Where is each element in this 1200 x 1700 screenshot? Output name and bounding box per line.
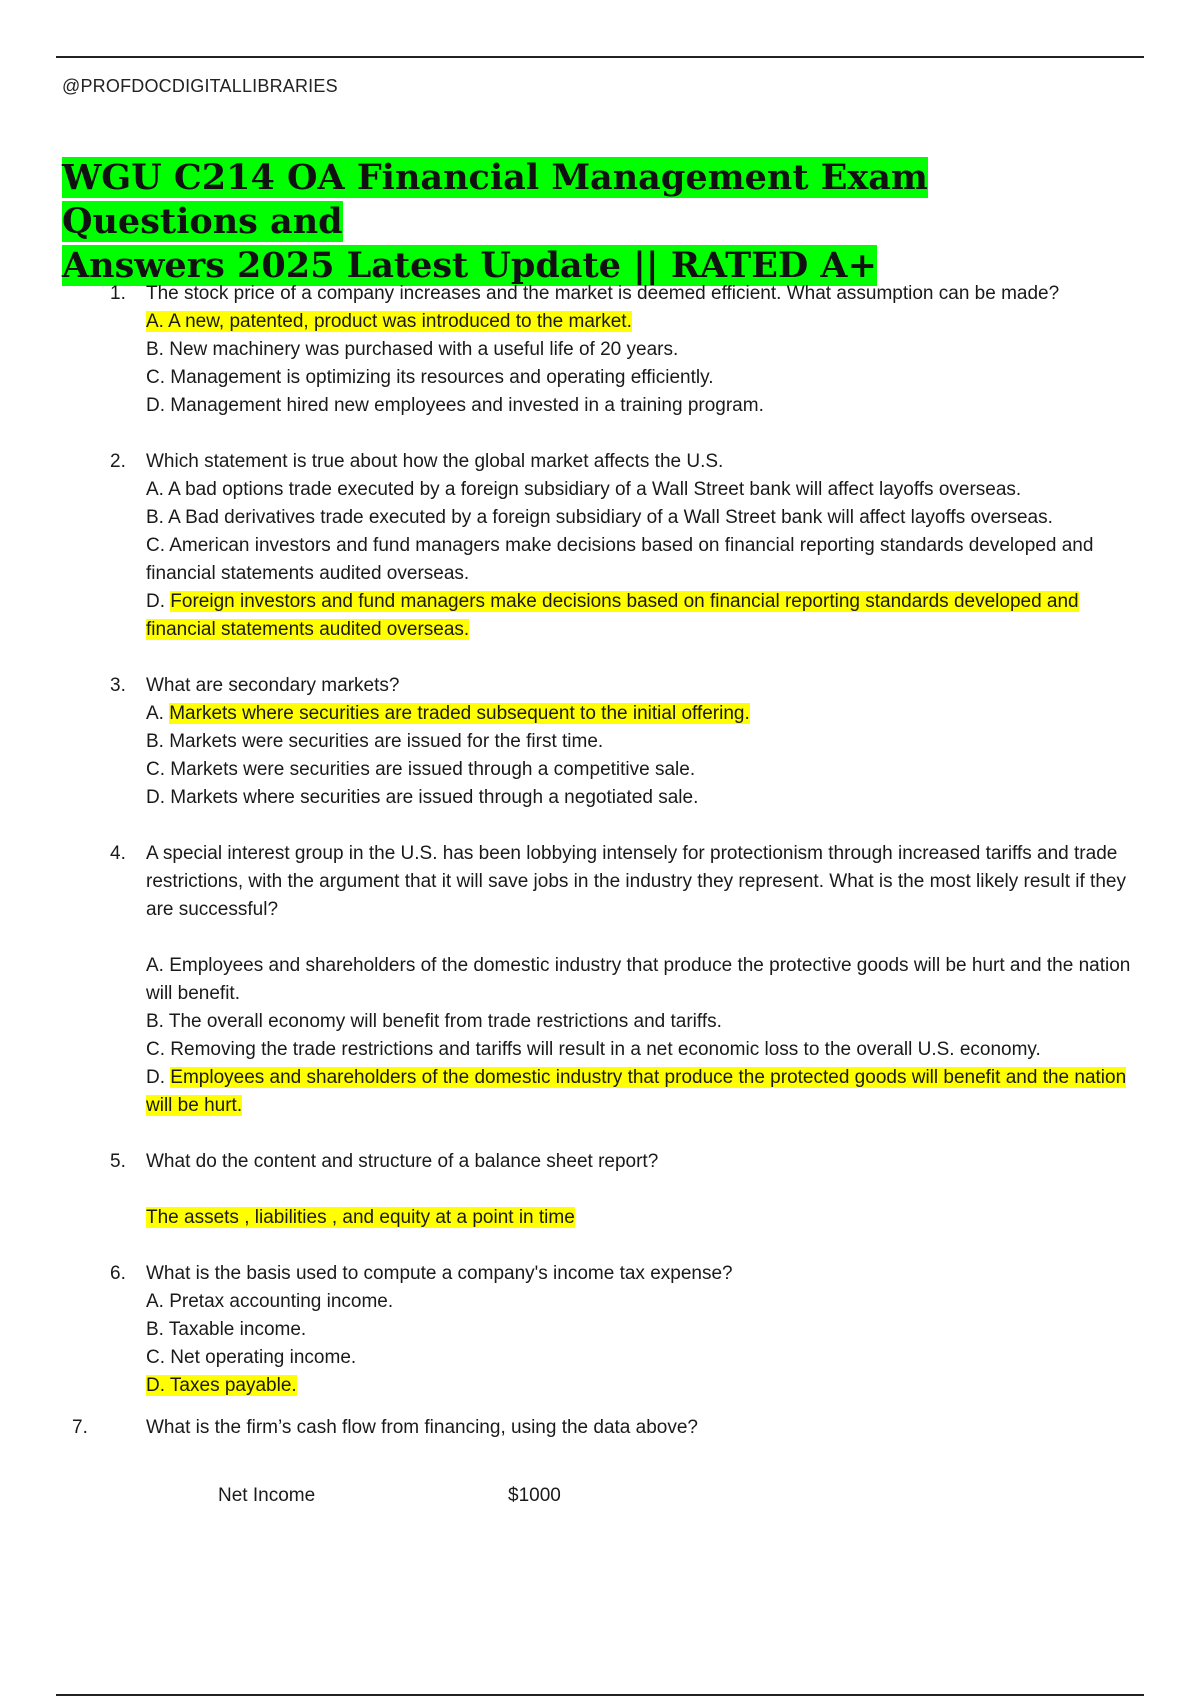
option-d: D. Management hired new employees and invested in a training program. [146,395,764,416]
option-b: B. Markets were securities are issued for the first time. [146,731,604,752]
question-text: What is the basis used to compute a company's income tax expense? [146,1263,733,1284]
option-b: B. Taxable income. [146,1319,307,1340]
answer-highlight: D. Taxes payable. [146,1375,297,1396]
option-c: C. Net operating income. [146,1347,357,1368]
question-number: 2. [110,451,126,472]
option-a: A. A bad options trade executed by a foreign subsidiary of a Wall Street bank will affect layoffs overseas. [146,479,1022,500]
title-line-2: Answers 2025 Latest Update || RATED A+ [62,245,877,286]
option-a [146,700,1146,728]
option-d [146,588,1146,644]
question-7 [0,1414,1200,1512]
option-c: C. Removing the trade restrictions and tariffs will result in a net economic loss to the overall U.S. economy. [146,1039,1041,1060]
question-number: 5. [110,1151,126,1172]
answer-highlight: Employees and shareholders of the domestic industry that produce the protected goods will benefit and the nation will be hurt. [146,1067,1127,1116]
question-number: 6. [110,1263,126,1284]
option-d [146,1064,1146,1120]
option-b: B. The overall economy will benefit from trade restrictions and tariffs. [146,1011,722,1032]
watermark: @PROFDOCDIGITALLIBRARIES [62,76,338,96]
question-list [0,280,1200,1540]
question-text: What do the content and structure of a balance sheet report? [146,1151,659,1172]
question-1 [0,280,1200,420]
option-c: C. American investors and fund managers make decisions based on financial reporting standards developed and financial statements audited overseas. [146,535,1094,584]
title-line-1: WGU C214 OA Financial Management Exam Questions and [62,157,928,242]
table-value: $1000 [508,1485,561,1506]
question-text: A special interest group in the U.S. has been lobbying intensely for protectionism through increased tariffs and trade restrictions, with the argument that it will save jobs in the industry they represent. What is the most likely result if they are successful? [146,843,1126,920]
data-table-row [0,1482,1200,1512]
answer [146,1204,1146,1232]
spacer [146,1176,1146,1204]
top-rule [56,56,1144,58]
question-text: What are secondary markets? [146,675,400,696]
answer-highlight: Foreign investors and fund managers make decisions based on financial reporting standards developed and financial statements audited overseas. [146,591,1079,640]
option-letter: D. [146,591,165,612]
option-c: C. Management is optimizing its resources and operating efficiently. [146,367,714,388]
question-text: What is the firm’s cash flow from financing, using the data above? [146,1417,698,1438]
option-letter: D. [146,1067,165,1088]
question-number: 4. [110,843,126,864]
question-text: The stock price of a company increases and the market is deemed efficient. What assumption can be made? [146,283,1060,304]
question-text: Which statement is true about how the global market affects the U.S. [146,451,724,472]
option-d: D. Markets where securities are issued through a negotiated sale. [146,787,699,808]
question-number: 3. [110,675,126,696]
table-label: Net Income [218,1485,316,1506]
option-c: C. Markets were securities are issued through a competitive sale. [146,759,696,780]
option-a: A. Employees and shareholders of the domestic industry that produce the protective goods will be hurt and the nation will benefit. [146,955,1131,1004]
option-letter: A. [146,703,164,724]
option-d [146,1372,1146,1400]
answer-highlight: The assets , liabilities , and equity at a point in time [146,1207,575,1228]
question-number: 1. [110,283,126,304]
option-b: B. A Bad derivatives trade executed by a foreign subsidiary of a Wall Street bank will affect layoffs overseas. [146,507,1053,528]
option-b: B. New machinery was purchased with a useful life of 20 years. [146,339,679,360]
question-number: 7. [72,1417,88,1438]
answer-highlight: Markets where securities are traded subsequent to the initial offering. [169,703,750,724]
question-4 [0,840,1200,1120]
question-5 [0,1148,1200,1232]
question-3 [0,672,1200,812]
bottom-rule [56,1694,1144,1696]
option-a [146,308,1146,336]
answer-highlight: A. A new, patented, product was introduced to the market. [146,311,632,332]
option-a: A. Pretax accounting income. [146,1291,394,1312]
question-6 [0,1260,1200,1400]
document-title [62,156,1122,288]
spacer [146,924,1146,952]
question-2 [0,448,1200,644]
